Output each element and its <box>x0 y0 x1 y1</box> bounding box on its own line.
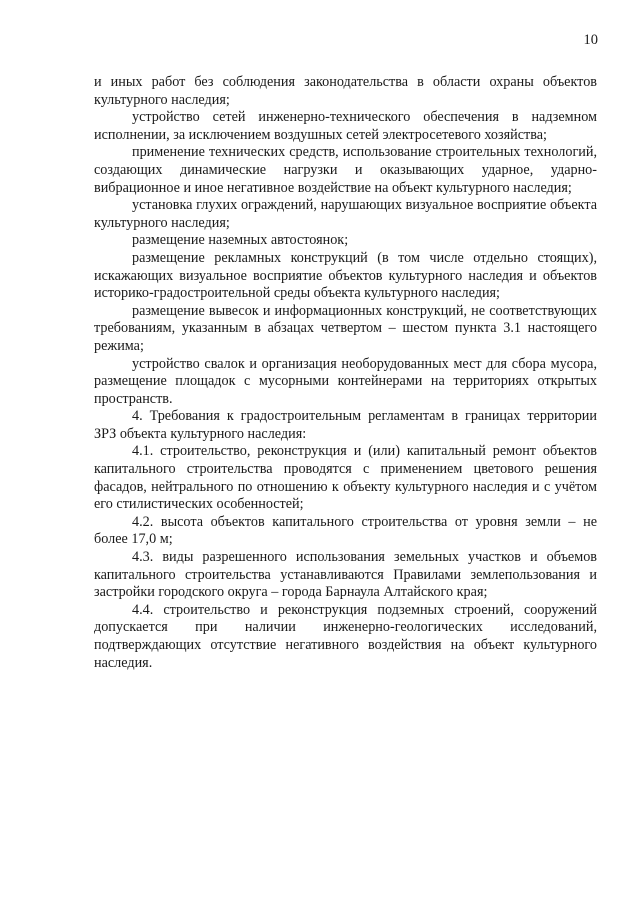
paragraph-signage: размещение вывесок и информационных конструкций, не соответствующих требованиям, указанным в абзацах четвертом – шестом пункта 3.1 настоящего режима; <box>94 302 597 354</box>
document-body <box>94 74 597 672</box>
paragraph-section-4-heading: 4. Требования к градостроительным регламентам в границах территории ЗРЗ объекта культурного наследия: <box>94 408 597 442</box>
page-number: 10 <box>583 32 598 48</box>
paragraph-4-1: 4.1. строительство, реконструкция и (или) капитальный ремонт объектов капитального строительства проводятся с применением цветового решения фасадов, нейтрального по отношению к объекту культурного наследия и с учётом его стилистических особенностей; <box>94 443 597 513</box>
paragraph-4-3: 4.3. виды разрешенного использования земельных участков и объемов капитального строительства устанавливаются Правилами землепользования и застройки городского округа – города Барнаула Алтайского края; <box>94 549 597 601</box>
paragraph-4-4: 4.4. строительство и реконструкция подземных строений, сооружений допускается при наличии инженерно-геологических исследований, подтверждающих отсутствие негативного воздействия на объект культурного наследия. <box>94 601 597 671</box>
paragraph-continuation: и иных работ без соблюдения законодательства в области охраны объектов культурного наследия; <box>94 74 597 108</box>
paragraph-dumps: устройство свалок и организация необорудованных мест для сбора мусора, размещение площадок с мусорными контейнерами на территориях открытых пространств. <box>94 355 597 407</box>
paragraph-advertising: размещение рекламных конструкций (в том числе отдельно стоящих), искажающих визуальное восприятие объектов культурного наследия и объектов историко-градостроительной среды объекта культурного наследия; <box>94 249 597 302</box>
paragraph-4-2: 4.2. высота объектов капитального строительства от уровня земли – не более 17,0 м; <box>94 513 597 548</box>
paragraph-technical-means: применение технических средств, использование строительных технологий, создающих динамические нагрузки и оказывающих ударное, ударно-вибрационное и иное негативное воздействие на объект культурного наследия; <box>94 144 597 196</box>
paragraph-utility-networks: устройство сетей инженерно-технического обеспечения в надземном исполнении, за исключением воздушных сетей электросетевого хозяйства; <box>94 109 597 143</box>
paragraph-parking: размещение наземных автостоянок; <box>132 232 349 249</box>
paragraph-blind-fences: установка глухих ограждений, нарушающих визуальное восприятие объекта культурного наследия; <box>94 197 597 231</box>
